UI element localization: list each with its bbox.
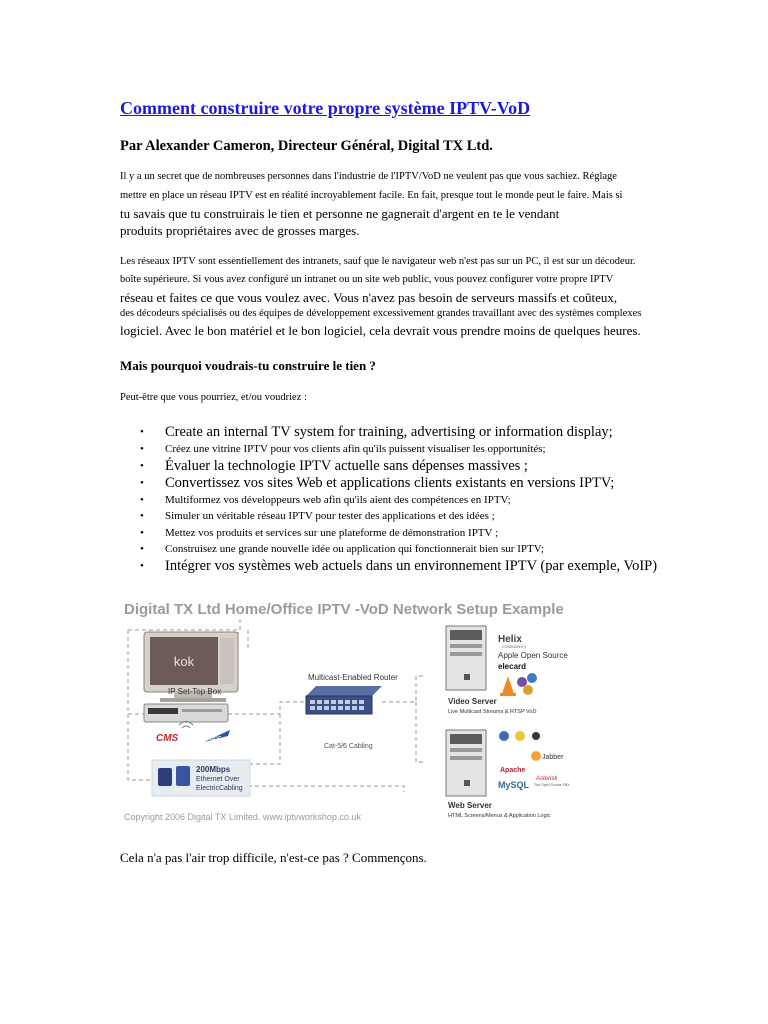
video-server-sub: Live Multicast Streams & RTSP VoD — [448, 709, 537, 715]
para2-line4: des décodeurs spécialisés ou des équipes de développement excessivement grandes travaillant avec des systèmes complexes — [120, 308, 642, 319]
list-intro: Peut-être que vous pourriez, et/ou voudriez : — [120, 392, 307, 403]
closing-line: Cela n'a pas l'air trop difficile, n'est-ce pas ? Commençons. — [120, 850, 427, 865]
anc-logo: anc — [210, 735, 222, 742]
web-server-icon — [446, 730, 486, 796]
para1-line1: Il y a un secret que de nombreuses personnes dans l'industrie de l'IPTV/VoD ne veulent pas que vous sachiez. Réglage — [120, 171, 617, 182]
mysql-logo: MySQL — [498, 780, 530, 790]
stb-label: IP Set-Top Box — [168, 687, 222, 696]
document-title[interactable]: Comment construire votre propre système IPTV-VoD — [120, 98, 531, 118]
video-server-label: Video Server — [448, 697, 497, 706]
list-item: • Créez une vitrine IPTV pour vos clients afin qu'ils puissent visualiser les opportunités; — [140, 441, 657, 458]
para2-line3: réseau et faites ce que vous voulez avec. Vous n'avez pas besoin de serveurs massifs et coûteux, — [120, 290, 618, 305]
list-item: • Évaluer la technologie IPTV actuelle sans dépenses massives ; — [140, 458, 657, 475]
elecard-logo: elecard — [498, 662, 527, 671]
powerline-label-1: 200Mbps — [196, 765, 231, 774]
list-item: • Multiformez vos développeurs web afin qu'ils aient des compétences en IPTV; — [140, 492, 657, 509]
php-python-logos-icon — [499, 731, 540, 741]
powerline-label-2: Ethernet Over — [196, 776, 240, 783]
diagram-title: Digital TX Ltd Home/Office IPTV -VoD Network Setup Example — [124, 601, 564, 618]
set-top-box-icon — [144, 704, 228, 722]
list-item: • Mettez vos produits et services sur une plateforme de démonstration IPTV ; — [140, 525, 657, 542]
list-item: • Intégrer vos systèmes web actuels dans un environnement IPTV (par exemple, VoIP) — [140, 558, 657, 575]
cms-logo: CMS — [156, 733, 179, 744]
section-heading: Mais pourquoi voudrais-tu construire le tien ? — [120, 358, 376, 373]
para2-line1: Les réseaux IPTV sont essentiellement des intranets, sauf que le navigateur web n'est pas sur un PC, il est sur un décodeur. — [120, 256, 636, 267]
vlc-cone-icon — [500, 676, 516, 696]
list-item: • Simuler un véritable réseau IPTV pour tester des applications et des idées ; — [140, 508, 657, 525]
para1-line4: produits propriétaires avec de grosses marges. — [120, 223, 360, 238]
software-logos-icon — [517, 673, 537, 695]
tv-screen-text: kok — [173, 654, 195, 669]
para2-line2: boîte supérieure. Si vous avez configuré un intranet ou un site web public, vous pouvez configurer votre propre IPTV — [120, 274, 614, 285]
powerline-label-3: ElectricCabling — [196, 785, 243, 792]
apple-open-source-label: Apple Open Source — [498, 651, 568, 660]
video-server-icon — [446, 626, 486, 690]
benefits-list — [140, 424, 657, 575]
list-item: • Construisez une grande nouvelle idée ou application qui fonctionnerait bien sur IPTV; — [140, 541, 657, 558]
network-diagram — [120, 596, 572, 828]
asterisk-sub: The Open Source PBX — [534, 783, 570, 787]
jabber-logo: Jabber — [542, 754, 564, 761]
helix-logo: Helix — [498, 634, 522, 645]
list-item: • Create an internal TV system for training, advertising or information display; — [140, 424, 657, 441]
para1-line2: mettre en place un réseau IPTV est en réalité incroyablement facile. En fait, presque tout le monde peut le faire. Mais si — [120, 190, 623, 201]
helix-sub: COMMUNITY — [502, 644, 527, 649]
diagram-copyright: Copyright 2006 Digital TX Limited. www.iptvworkshop.co.uk — [124, 812, 361, 822]
router-icon — [306, 686, 382, 714]
apache-logo: Apache — [500, 767, 526, 774]
para1-line3: tu savais que tu construirais le tien et personne ne gagnerait d'argent en te le vendant — [120, 206, 560, 221]
web-server-label: Web Server — [448, 801, 492, 810]
para2-line5: logiciel. Avec le bon matériel et le bon logiciel, cela devrait vous prendre moins de quelques heures. — [120, 323, 641, 338]
jabber-bulb-icon — [531, 751, 541, 761]
web-server-sub: HTML Screens/Menus & Application Logic — [448, 813, 551, 819]
router-label: Multicast-Enabled Router — [308, 673, 398, 682]
asterisk-logo: Asterisk — [536, 776, 558, 782]
author-byline: Par Alexander Cameron, Directeur Général, Digital TX Ltd. — [120, 138, 493, 154]
cabling-label: Cat-5/6 Cabling — [324, 743, 373, 750]
list-item: • Convertissez vos sites Web et applications clients existants en versions IPTV; — [140, 475, 657, 492]
